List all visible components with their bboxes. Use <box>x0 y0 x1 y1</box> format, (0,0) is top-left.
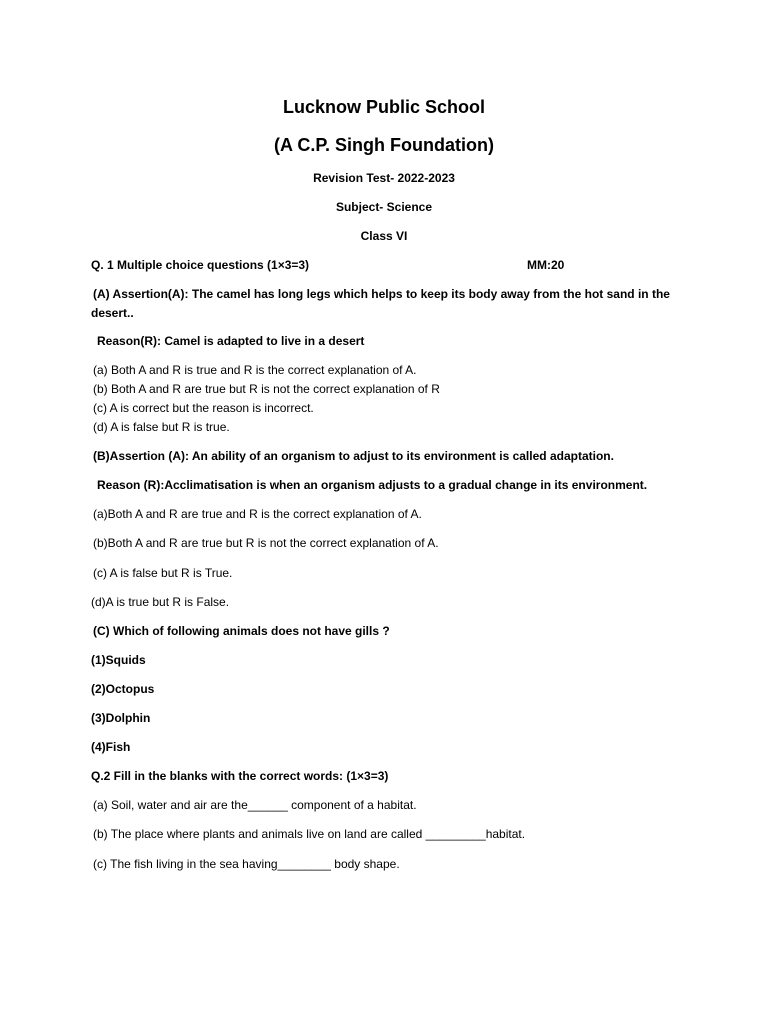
q1a-reason: Reason(R): Camel is adapted to live in a desert <box>97 334 365 348</box>
q2-item-b: (b) The place where plants and animals live on land are called _________habitat. <box>93 827 526 841</box>
subject-line: Subject- Science <box>335 200 433 214</box>
school-name: Lucknow Public School <box>282 97 486 117</box>
q1c-question: (C) Which of following animals does not have gills ? <box>93 624 390 638</box>
q1c-option-3: (3)Dolphin <box>91 711 151 725</box>
max-marks: MM:20 <box>527 258 565 272</box>
q1b-option-b: (b)Both A and R are true but R is not the correct explanation of A. <box>93 536 439 550</box>
foundation-name: (A C.P. Singh Foundation) <box>274 135 494 155</box>
q1c-option-2: (2)Octopus <box>91 682 155 696</box>
q1b-assertion: (B)Assertion (A): An ability of an organism to adjust to its environment is called adaptation. <box>93 449 614 463</box>
q1b-option-a: (a)Both A and R are true and R is the correct explanation of A. <box>93 507 422 521</box>
q2-item-c: (c) The fish living in the sea having________ body shape. <box>93 857 400 871</box>
q1a-assertion-line2: desert.. <box>91 306 134 320</box>
q1a-option-d: (d) A is false but R is true. <box>93 420 230 434</box>
class-line: Class VI <box>360 229 408 243</box>
q1c-option-1: (1)Squids <box>91 653 146 667</box>
q1-title: Q. 1 Multiple choice questions (1×3=3) <box>91 258 310 272</box>
test-title: Revision Test- 2022-2023 <box>313 171 455 185</box>
q2-title: Q.2 Fill in the blanks with the correct words: (1×3=3) <box>91 769 389 783</box>
q1c-option-4: (4)Fish <box>91 740 131 754</box>
q1a-option-a: (a) Both A and R is true and R is the correct explanation of A. <box>93 363 417 377</box>
q1a-assertion-line1: (A) Assertion(A): The camel has long legs which helps to keep its body away from the hot sand in the <box>93 287 670 301</box>
q1b-option-d: (d)A is true but R is False. <box>91 595 230 609</box>
q1a-option-c: (c) A is correct but the reason is incorrect. <box>93 401 314 415</box>
q1a-option-b: (b) Both A and R are true but R is not the correct explanation of R <box>93 382 440 396</box>
q1b-option-c: (c) A is false but R is True. <box>93 566 233 580</box>
q1b-reason: Reason (R):Acclimatisation is when an organism adjusts to a gradual change in its environment. <box>97 478 648 492</box>
q2-item-a: (a) Soil, water and air are the______ component of a habitat. <box>93 798 417 812</box>
